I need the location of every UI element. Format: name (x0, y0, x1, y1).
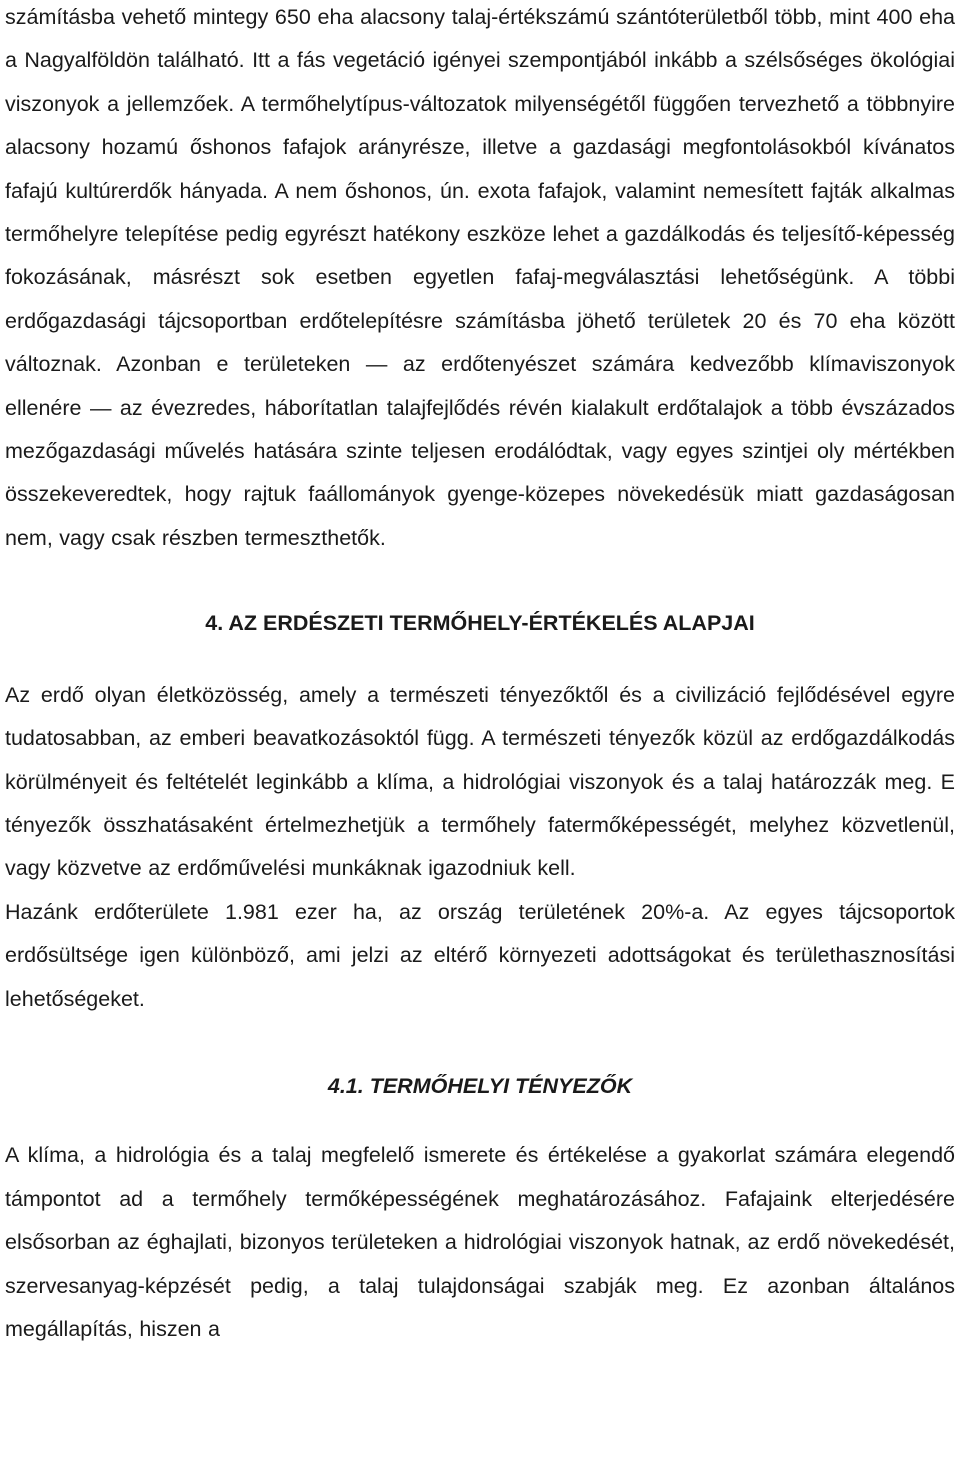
section-heading-4-1: 4.1. TERMŐHELYI TÉNYEZŐK (327, 1073, 633, 1098)
body-paragraph: számításba vehető mintegy 650 eha alacsony talaj-értékszámú szántóterületből több, mint 400 eha a Nagyalföldön található. Itt a fás vegetáció igényei szempontjából inkább a szélsőséges ökológiai viszonyok a jellemzőek. A termőhelytípus-változatok milyenségétől függően tervezhető a többnyire alacsony hozamú őshonos fafajok arányrésze, illetve a gazdasági megfontolásokból kívánatos fafajú kultúrerdők hányada. A nem őshonos, ún. exota fafajok, valamint nemesített fajták alkalmas termőhelyre telepítése pedig egyrészt hatékony eszköze lehet a gazdálkodás és teljesítő-képesség fokozásának, másrészt sok esetben egyetlen fafaj-megválasztási lehetőségünk. A többi erdőgazdasági tájcsoportban erdőtelepítésre számításba jöhető területek 20 és 70 eha között változnak. Azonban e területeken — az erdőtenyészet számára kedvezőbb klímaviszonyok ellenére — az évezredes, háborítatlan talajfejlődés révén kialakult erdőtalajok a több évszázados mezőgazdasági művelés hatására szinte teljesen erodálódtak, vagy egyes szintjei oly mértékben összekeveredtek, hogy rajtuk faállományok gyenge-közepes növekedésük miatt gazdaságosan nem, vagy csak részben termeszthetők. (5, 5, 955, 550)
document-page (5, 0, 955, 1351)
body-paragraph: Hazánk erdőterülete 1.981 ezer ha, az ország területének 20%-a. Az egyes tájcsoportok erdősültsége igen különböző, ami jelzi az eltérő környezeti adottságokat és területhasznosítási lehetőségeket. (5, 899, 955, 1011)
section-heading-4: 4. AZ ERDÉSZETI TERMŐHELY-ÉRTÉKELÉS ALAPJAI (205, 611, 755, 636)
body-paragraph: Az erdő olyan életközösség, amely a természeti tényezőktől és a civilizáció fejlődésével egyre tudatosabban, az emberi beavatkozásoktól függ. A természeti tényezők közül az erdőgazdálkodás körülményeit és feltételét leginkább a klíma, a hidrológiai viszonyok és a talaj határozzák meg. E tényezők összhatásaként értelmezhetjük a termőhely fatermőképességét, melyhez közvetlenül, vagy közvetve az erdőművelési munkáknak igazodniuk kell. (5, 682, 955, 881)
body-paragraph: A klíma, a hidrológia és a talaj megfelelő ismerete és értékelése a gyakorlat számára elegendő támpontot ad a termőhely termőképességének meghatározásához. Fafajaink elterjedésére elsősorban az éghajlati, bizonyos területeken a hidrológiai viszonyok hatnak, az erdő növekedését, szervesanyag-képzését pedig, a talaj tulajdonságai szabják meg. Ez azonban általános megállapítás, hiszen a (5, 1143, 955, 1341)
